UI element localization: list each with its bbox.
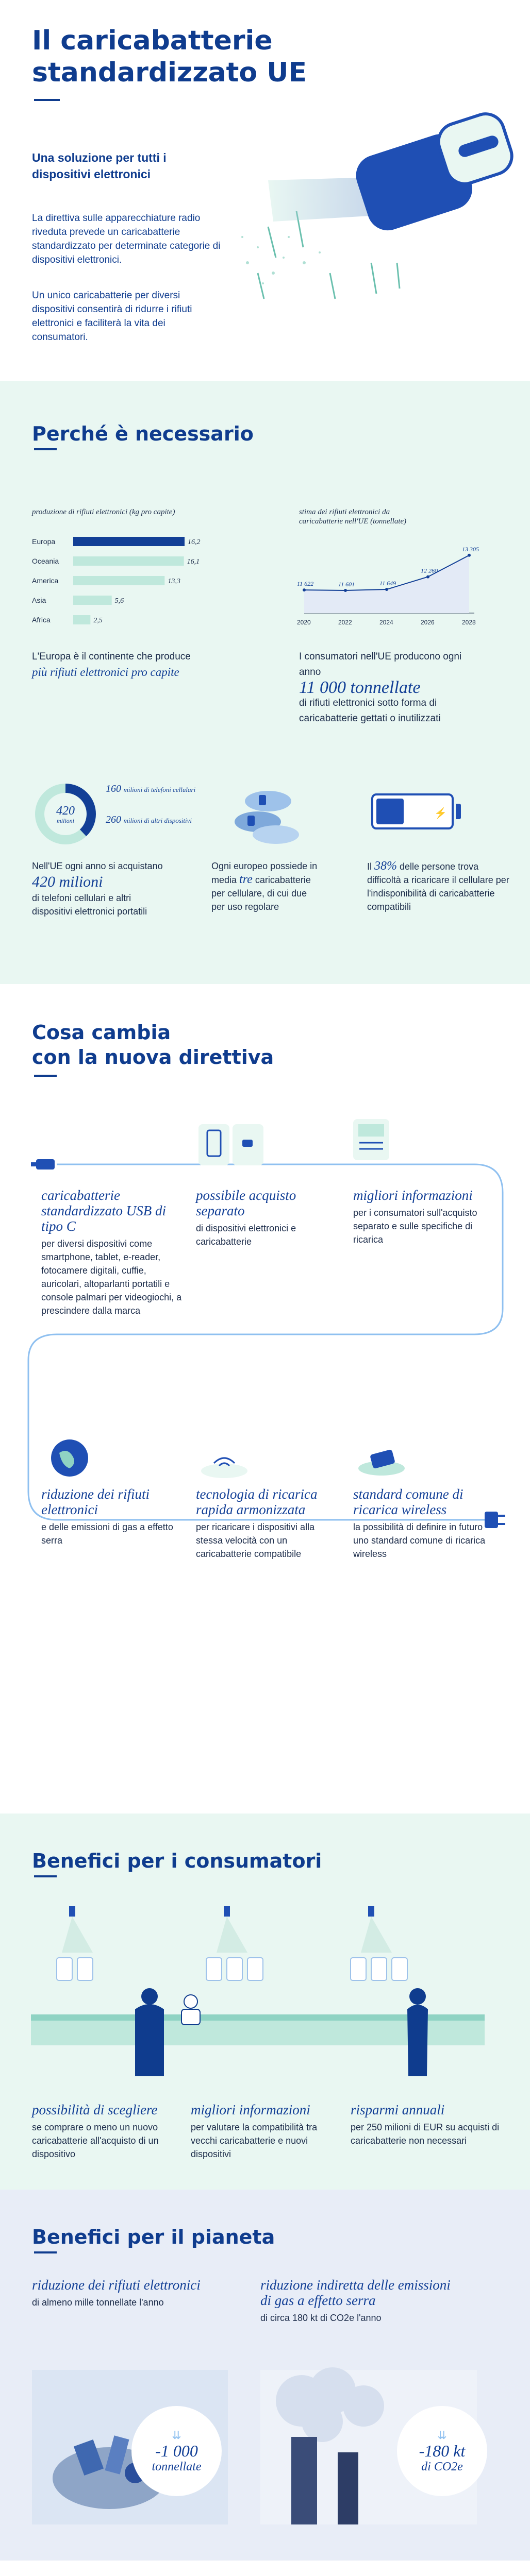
planet-title-underline: [34, 2251, 57, 2253]
consumer-benefit-information: [191, 2102, 335, 2161]
chart1-bar: [73, 556, 184, 566]
stat-purchases-big: 420 milioni: [32, 873, 103, 890]
chart2-value-label: 11 622: [297, 580, 314, 588]
consumer-benefit-choice-title: possibilità di scegliere: [32, 2102, 158, 2117]
consumer-benefit-information-text: per valutare la compatibilità tra vecchi caricabatterie e nuovi dispositivi: [191, 2122, 318, 2159]
emissions-badge-unit: di CO2e: [421, 2460, 463, 2473]
chart1-bar: [73, 537, 185, 546]
globe-icon: [49, 1437, 90, 1479]
chart2-tick-label: 2022: [338, 619, 352, 626]
down-arrows-icon: ⇊: [172, 2428, 181, 2442]
waste-badge-unit: tonnellate: [152, 2460, 202, 2473]
planet-benefit-waste: [32, 2277, 218, 2309]
changes-title-underline: [34, 1075, 57, 1077]
change-item-wireless-standard-title: standard comune di ricarica wireless: [353, 1486, 463, 1517]
planet-benefit-emissions-text: di circa 180 kt di CO2e l'anno: [260, 2313, 382, 2323]
change-item-usbc: [41, 1188, 186, 1317]
consumer-benefit-savings: [351, 2102, 500, 2147]
chart1-category-label: Oceania: [32, 557, 59, 565]
chart2-tick-label: 2024: [379, 619, 393, 626]
chart2-value-label: 11 601: [338, 580, 355, 588]
battery-icon: [371, 793, 454, 829]
why-section-title: Perché è necessario: [32, 422, 254, 445]
lightning-icon: ⚡: [434, 808, 447, 819]
planet-benefit-waste-title: riduzione dei rifiuti elettronici: [32, 2277, 201, 2293]
change-item-usbc-text: per diversi dispositivi come smartphone, tablet, e-reader, fotocamere digitali, cuffie, auricolari, altoparlanti portatili e console palmari per videogiochi, a prescindere dalla marca: [41, 1239, 182, 1316]
battery-terminal: [456, 804, 461, 819]
title-line-1: Il caricabatterie: [32, 25, 273, 56]
planet-benefit-emissions-title: riduzione indiretta delle emissioni di gas a effetto serra: [260, 2277, 451, 2308]
emissions-reduction-badge: [397, 2406, 487, 2496]
fast-charging-icon: [196, 1450, 253, 1481]
shop-illustration: [0, 1886, 530, 2081]
why-section: [0, 381, 530, 984]
chart2-tick-label: 2020: [297, 619, 311, 626]
planet-section-title: Benefici per il pianeta: [32, 2226, 275, 2248]
consumers-title-underline: [34, 1875, 57, 1877]
chart2-line-chart: [299, 541, 495, 634]
change-item-better-information-text: per i consumatori sull'acquisto separato e sulle specifiche di ricarica: [353, 1208, 477, 1245]
change-item-better-information: [353, 1188, 487, 1246]
consumer-benefit-savings-title: risparmi annuali: [351, 2102, 445, 2117]
chart2-title: stima dei rifiuti elettronici da caricabatterie nell'UE (tonnellate): [299, 508, 407, 526]
change-item-wireless-standard-text: la possibilità di definire in futuro uno standard comune di ricarica wireless: [353, 1522, 486, 1559]
chart2-value-label: 11 649: [379, 580, 396, 587]
wireless-pad-icon: [356, 1443, 407, 1479]
chart1-category-label: America: [32, 577, 59, 585]
stat-purchases-post: di telefoni cellulari e altri dispositivi elettronici portatili: [32, 893, 147, 917]
donut-legend-others: 260 milioni di altri dispositivi: [106, 814, 192, 825]
chart1-value-label: 13,3: [168, 578, 180, 585]
footer: [0, 2561, 530, 2576]
title-line-2: standardizzato UE: [32, 57, 307, 88]
phone-and-charger-icon: [198, 1124, 266, 1165]
donut-legend-phones: 160 milioni di telefoni cellulari: [106, 783, 196, 794]
chart2-point: [385, 588, 388, 591]
planet-section: [0, 2190, 530, 2561]
chart1-category-label: Asia: [32, 596, 46, 604]
chart2-point: [426, 575, 429, 579]
waste-badge-value: -1 000: [155, 2441, 198, 2460]
chart1-category-label: Europa: [32, 537, 56, 546]
header-section: [0, 0, 530, 381]
chart2-tick-label: 2028: [462, 619, 476, 626]
change-item-usbc-title: caricabatterie standardizzato USB di tipo C: [41, 1188, 167, 1234]
donut-center-label: [49, 805, 81, 825]
change-item-better-information-title: migliori informazioni: [353, 1188, 473, 1203]
consumer-benefit-information-title: migliori informazioni: [191, 2102, 310, 2117]
consumer-benefit-choice-text: se comprare o meno un nuovo caricabatterie all'acquisto di un dispositivo: [32, 2122, 159, 2159]
chart1-title: produzione di rifiuti elettronici (kg pro capite): [32, 508, 175, 516]
chart2-caption: [299, 649, 469, 726]
change-item-fast-charging: [196, 1486, 330, 1561]
chart1-value-label: 2,5: [93, 617, 103, 624]
chart1-category-label: Africa: [32, 616, 51, 624]
chart2-tick-label: 2026: [421, 619, 435, 626]
chart2-caption-pre: I consumatori nell'UE producono ogni anno: [299, 651, 462, 677]
waste-reduction-badge: [131, 2406, 222, 2496]
chart1-caption: L'Europa è il continente che produce più rifiuti elettronici pro capite: [32, 651, 191, 679]
change-item-fast-charging-title: tecnologia di ricarica rapida armonizzata: [196, 1486, 318, 1517]
chart1-value-label: 16,1: [187, 558, 200, 566]
chart1-bar: [73, 596, 112, 605]
emissions-badge-value: -180 kt: [419, 2441, 466, 2460]
donut-center-unit: milioni: [56, 817, 74, 824]
intro-paragraph-1: La direttiva sulle apparecchiature radio riveduta prevede un caricabatterie standardizzato per determinate categorie di dispositivi elettronici.: [32, 213, 221, 265]
chart1-value-label: 16,2: [188, 538, 201, 546]
change-item-separate-purchase: [196, 1188, 320, 1248]
stat-purchases: [32, 859, 166, 918]
chart1-bar: [73, 615, 90, 624]
chart1-value-label: 5,6: [114, 597, 124, 605]
change-item-fast-charging-text: per ricaricare i dispositivi alla stessa velocità con un caricabatterie compatibile: [196, 1522, 315, 1559]
change-item-waste-reduction: [41, 1486, 175, 1547]
planet-benefit-waste-text: di almeno mille tonnellate l'anno: [32, 2297, 164, 2308]
chart2-point: [344, 589, 347, 592]
changes-section-title: Cosa cambia con la nuova direttiva: [32, 1021, 274, 1069]
chart1-bar-chart: [32, 536, 243, 639]
chart2-caption-post: di rifiuti elettronici sotto forma di caricabatterie gettati o inutilizzati: [299, 698, 441, 724]
down-arrows-icon: ⇊: [437, 2428, 447, 2442]
chart1-bar: [73, 576, 164, 585]
changes-section: [0, 984, 530, 1814]
chart2-point: [468, 554, 471, 557]
consumers-section-title: Benefici per i consumatori: [32, 1850, 322, 1872]
consumer-benefit-savings-text: per 250 milioni di EUR su acquisti di caricabatterie non necessari: [351, 2122, 500, 2146]
change-item-wireless-standard: [353, 1486, 487, 1561]
subtitle: Una soluzione per tutti i dispositivi elettronici: [32, 151, 167, 181]
stat-purchases-pre: Nell'UE ogni anno si acquistano: [32, 861, 163, 871]
intro-paragraph-2: Un unico caricabatterie per diversi dispositivi consentirà di ridurre i rifiuti elettronici e faciliterà la vita dei consumatori.: [32, 290, 192, 343]
consumer-benefit-choice: [32, 2102, 166, 2161]
battery-level: [376, 799, 404, 824]
change-item-separate-purchase-text: di dispositivi elettronici e caricabatterie: [196, 1223, 296, 1247]
chart2-point: [303, 588, 306, 591]
donut-center-value: 420: [56, 804, 75, 818]
why-title-underline: [34, 448, 57, 450]
change-item-waste-reduction-title: riduzione dei rifiuti elettronici: [41, 1486, 150, 1517]
page-title: [32, 25, 307, 89]
info-box-icon: [353, 1119, 394, 1165]
stat-chargers: Ogni europeo possiede in media tre caricabatterie per cellulare, di cui due per uso regolare: [211, 861, 318, 912]
usb-c-cable-illustration: [227, 108, 516, 304]
stat-charging-difficulty: Il 38% delle persone trova difficoltà a ricaricare il cellulare per l'indisponibilità di caricabatterie compatibili: [367, 859, 509, 912]
change-item-separate-purchase-title: possibile acquisto separato: [196, 1188, 296, 1218]
planet-benefit-emissions: [260, 2277, 456, 2325]
title-underline: [34, 99, 60, 101]
chart2-caption-big: 11 000 tonnellate: [299, 678, 421, 697]
chargers-illustration: [227, 781, 309, 848]
chart2-value-label: 12 260: [421, 567, 438, 574]
change-item-waste-reduction-text: e delle emissioni di gas a effetto serra: [41, 1522, 173, 1546]
consumers-section: [0, 1814, 530, 2190]
chart2-value-label: 13 305: [462, 545, 479, 553]
